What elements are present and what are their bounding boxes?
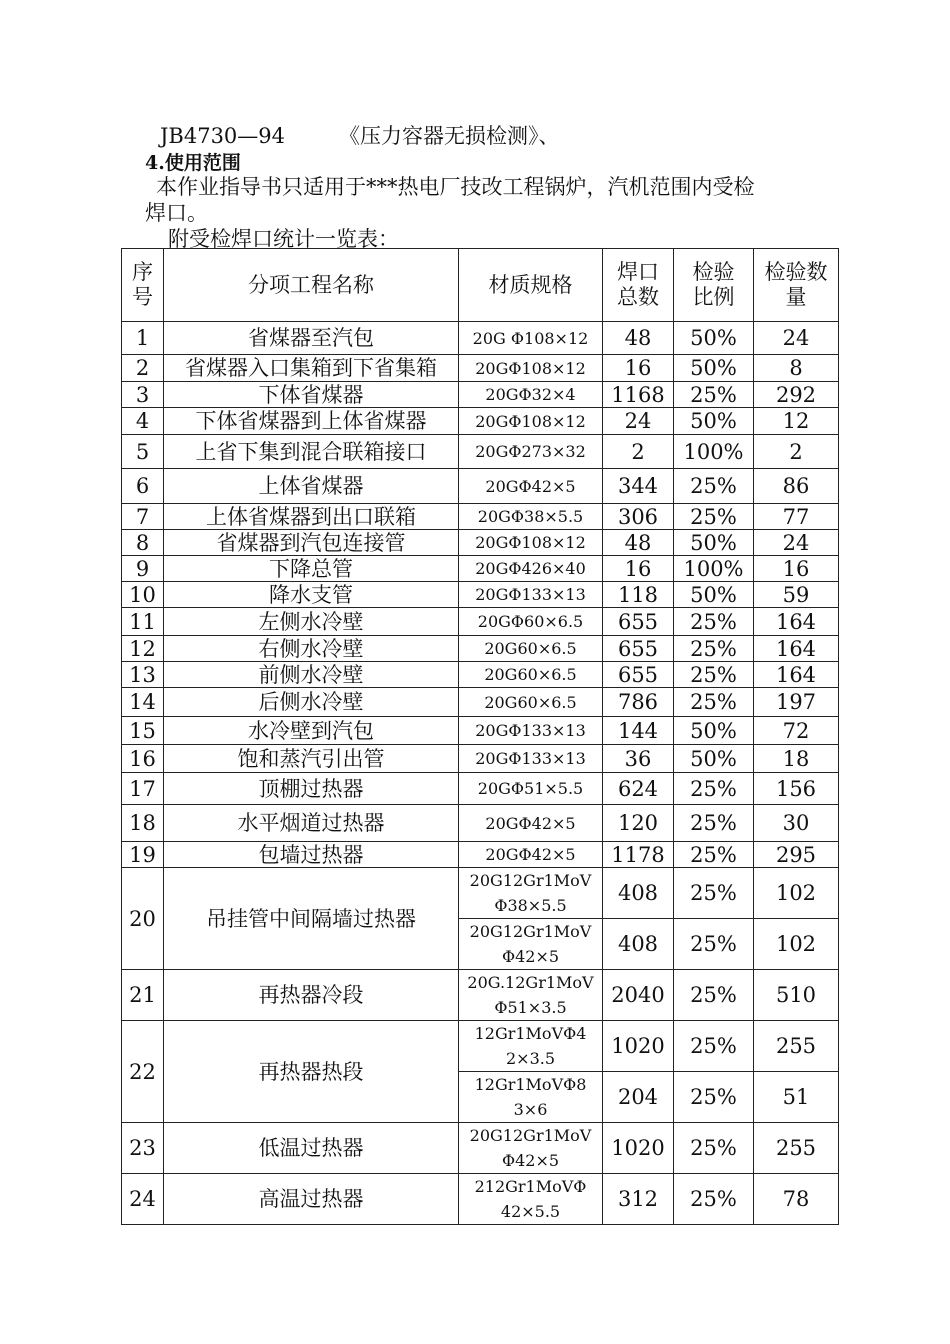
cell-welds: 1020: [603, 1123, 674, 1174]
cell-spec: 212Gr1MoVΦ 42×5.5: [459, 1174, 603, 1225]
standard-reference: [160, 124, 560, 148]
cell-ratio: 25%: [674, 662, 754, 688]
cell-welds: 624: [603, 773, 674, 805]
cell-spec: 20G60×6.5: [459, 636, 603, 662]
cell-welds: 204: [603, 1072, 674, 1123]
paragraph-line: 焊口。: [145, 201, 208, 225]
cell-name: 上体省煤器到出口联箱: [164, 504, 459, 530]
cell-qty: 24: [754, 322, 839, 355]
cell-spec: 12Gr1MoVΦ8 3×6: [459, 1072, 603, 1123]
cell-no: 21: [122, 970, 164, 1021]
cell-no: 5: [122, 435, 164, 469]
table-row: [122, 1174, 839, 1225]
table-row: [122, 382, 839, 408]
cell-qty: 18: [754, 745, 839, 773]
cell-welds: 786: [603, 688, 674, 717]
cell-ratio: 100%: [674, 435, 754, 469]
table-row: [122, 717, 839, 745]
standard-code: JB4730—94: [160, 124, 286, 148]
cell-qty: 255: [754, 1021, 839, 1072]
cell-spec: 20GΦ60×6.5: [459, 608, 603, 636]
table-row: [122, 805, 839, 842]
header-no: 序 号: [122, 249, 164, 322]
table-row: [122, 556, 839, 582]
cell-welds: 408: [603, 919, 674, 970]
cell-qty: 164: [754, 662, 839, 688]
cell-spec: 20G12Gr1MoV Φ42×5: [459, 919, 603, 970]
cell-qty: 156: [754, 773, 839, 805]
cell-welds: 36: [603, 745, 674, 773]
table-row: [122, 582, 839, 608]
table-row: [122, 688, 839, 717]
cell-ratio: 25%: [674, 842, 754, 868]
table-row: [122, 1123, 839, 1174]
cell-name: 左侧水冷壁: [164, 608, 459, 636]
table-row: [122, 469, 839, 504]
cell-welds: 408: [603, 868, 674, 919]
cell-ratio: 25%: [674, 1072, 754, 1123]
cell-name: 上体省煤器: [164, 469, 459, 504]
cell-ratio: 25%: [674, 469, 754, 504]
cell-name: 降水支管: [164, 582, 459, 608]
table-row: [122, 608, 839, 636]
cell-welds: 120: [603, 805, 674, 842]
table-row: [122, 355, 839, 382]
cell-spec: 20G60×6.5: [459, 688, 603, 717]
header-welds: 焊口 总数: [603, 249, 674, 322]
cell-name: 高温过热器: [164, 1174, 459, 1225]
cell-name: 顶棚过热器: [164, 773, 459, 805]
cell-qty: 510: [754, 970, 839, 1021]
cell-no: 7: [122, 504, 164, 530]
standard-title: 《压力容器无损检测》、: [339, 124, 560, 148]
cell-ratio: 50%: [674, 745, 754, 773]
cell-no: 12: [122, 636, 164, 662]
cell-qty: 102: [754, 919, 839, 970]
cell-welds: 16: [603, 556, 674, 582]
cell-spec: 20G Φ108×12: [459, 322, 603, 355]
cell-qty: 102: [754, 868, 839, 919]
table-row: [122, 636, 839, 662]
cell-spec: 20GΦ133×13: [459, 717, 603, 745]
cell-qty: 59: [754, 582, 839, 608]
cell-spec: 20GΦ108×12: [459, 408, 603, 435]
cell-spec: 20G12Gr1MoV Φ42×5: [459, 1123, 603, 1174]
cell-name: 包墙过热器: [164, 842, 459, 868]
header-name: 分项工程名称: [164, 249, 459, 322]
cell-spec: 20GΦ42×5: [459, 842, 603, 868]
cell-no: 24: [122, 1174, 164, 1225]
table-row: [122, 773, 839, 805]
cell-qty: 292: [754, 382, 839, 408]
cell-spec: 20GΦ32×4: [459, 382, 603, 408]
cell-no: 22: [122, 1021, 164, 1123]
cell-no: 15: [122, 717, 164, 745]
cell-no: 11: [122, 608, 164, 636]
cell-no: 1: [122, 322, 164, 355]
table-row: [122, 970, 839, 1021]
cell-welds: 48: [603, 530, 674, 556]
cell-welds: 312: [603, 1174, 674, 1225]
cell-ratio: 25%: [674, 1021, 754, 1072]
cell-welds: 1168: [603, 382, 674, 408]
cell-no: 8: [122, 530, 164, 556]
cell-no: 18: [122, 805, 164, 842]
cell-ratio: 25%: [674, 773, 754, 805]
cell-qty: 164: [754, 608, 839, 636]
cell-qty: 30: [754, 805, 839, 842]
cell-ratio: 25%: [674, 868, 754, 919]
table-row: [122, 408, 839, 435]
cell-welds: 144: [603, 717, 674, 745]
cell-qty: 16: [754, 556, 839, 582]
cell-no: 13: [122, 662, 164, 688]
cell-spec: 20GΦ133×13: [459, 745, 603, 773]
cell-ratio: 100%: [674, 556, 754, 582]
cell-name: 省煤器至汽包: [164, 322, 459, 355]
cell-no: 3: [122, 382, 164, 408]
cell-ratio: 25%: [674, 970, 754, 1021]
cell-ratio: 50%: [674, 530, 754, 556]
cell-name: 再热器冷段: [164, 970, 459, 1021]
weld-inspection-table: [121, 248, 839, 1225]
cell-name: 下体省煤器: [164, 382, 459, 408]
table-row: [122, 504, 839, 530]
cell-qty: 86: [754, 469, 839, 504]
header-qty: 检验数 量: [754, 249, 839, 322]
cell-spec: 20GΦ38×5.5: [459, 504, 603, 530]
cell-name: 上省下集到混合联箱接口: [164, 435, 459, 469]
cell-spec: 20GΦ108×12: [459, 530, 603, 556]
cell-name: 饱和蒸汽引出管: [164, 745, 459, 773]
table-row: [122, 842, 839, 868]
cell-welds: 655: [603, 608, 674, 636]
cell-spec: 20G.12Gr1MoV Φ51×3.5: [459, 970, 603, 1021]
cell-ratio: 25%: [674, 919, 754, 970]
cell-ratio: 50%: [674, 355, 754, 382]
cell-welds: 655: [603, 636, 674, 662]
table-row: [122, 868, 839, 919]
cell-qty: 78: [754, 1174, 839, 1225]
table-header-row: [122, 249, 839, 322]
cell-no: 20: [122, 868, 164, 970]
cell-no: 19: [122, 842, 164, 868]
cell-qty: 2: [754, 435, 839, 469]
cell-no: 4: [122, 408, 164, 435]
cell-name: 吊挂管中间隔墙过热器: [164, 868, 459, 970]
cell-no: 6: [122, 469, 164, 504]
header-spec: 材质规格: [459, 249, 603, 322]
cell-spec: 20GΦ108×12: [459, 355, 603, 382]
cell-no: 2: [122, 355, 164, 382]
paragraph-line: 本作业指导书只适用于***热电厂技改工程锅炉，汽机范围内受检: [156, 175, 755, 199]
cell-qty: 72: [754, 717, 839, 745]
cell-qty: 77: [754, 504, 839, 530]
cell-welds: 344: [603, 469, 674, 504]
cell-qty: 295: [754, 842, 839, 868]
cell-qty: 12: [754, 408, 839, 435]
cell-spec: 20GΦ51×5.5: [459, 773, 603, 805]
cell-name: 省煤器入口集箱到下省集箱: [164, 355, 459, 382]
cell-welds: 16: [603, 355, 674, 382]
cell-name: 省煤器到汽包连接管: [164, 530, 459, 556]
cell-welds: 306: [603, 504, 674, 530]
cell-ratio: 50%: [674, 717, 754, 745]
cell-name: 右侧水冷壁: [164, 636, 459, 662]
cell-spec: 20G12Gr1MoV Φ38×5.5: [459, 868, 603, 919]
cell-spec: 20GΦ42×5: [459, 469, 603, 504]
cell-ratio: 25%: [674, 688, 754, 717]
cell-qty: 164: [754, 636, 839, 662]
table-row: [122, 435, 839, 469]
table-row: [122, 745, 839, 773]
cell-ratio: 25%: [674, 382, 754, 408]
cell-ratio: 50%: [674, 408, 754, 435]
table-intro: 附受检焊口统计一览表：: [168, 227, 399, 251]
table-row: [122, 530, 839, 556]
cell-no: 9: [122, 556, 164, 582]
cell-qty: 51: [754, 1072, 839, 1123]
cell-name: 后侧水冷壁: [164, 688, 459, 717]
cell-ratio: 25%: [674, 636, 754, 662]
cell-name: 水冷壁到汽包: [164, 717, 459, 745]
cell-ratio: 25%: [674, 608, 754, 636]
cell-qty: 8: [754, 355, 839, 382]
cell-welds: 24: [603, 408, 674, 435]
cell-welds: 48: [603, 322, 674, 355]
cell-spec: 20GΦ273×32: [459, 435, 603, 469]
cell-name: 前侧水冷壁: [164, 662, 459, 688]
cell-welds: 2: [603, 435, 674, 469]
cell-ratio: 50%: [674, 582, 754, 608]
cell-welds: 118: [603, 582, 674, 608]
cell-name: 下体省煤器到上体省煤器: [164, 408, 459, 435]
cell-no: 17: [122, 773, 164, 805]
cell-ratio: 25%: [674, 805, 754, 842]
cell-spec: 20GΦ42×5: [459, 805, 603, 842]
cell-welds: 2040: [603, 970, 674, 1021]
cell-welds: 1020: [603, 1021, 674, 1072]
cell-name: 再热器热段: [164, 1021, 459, 1123]
cell-ratio: 25%: [674, 504, 754, 530]
cell-ratio: 25%: [674, 1174, 754, 1225]
cell-ratio: 50%: [674, 322, 754, 355]
cell-spec: 20G60×6.5: [459, 662, 603, 688]
cell-no: 23: [122, 1123, 164, 1174]
cell-name: 下降总管: [164, 556, 459, 582]
cell-qty: 24: [754, 530, 839, 556]
table-row: [122, 1021, 839, 1072]
cell-welds: 655: [603, 662, 674, 688]
cell-spec: 20GΦ133×13: [459, 582, 603, 608]
cell-no: 10: [122, 582, 164, 608]
cell-no: 14: [122, 688, 164, 717]
cell-welds: 1178: [603, 842, 674, 868]
section-heading: 4.使用范围: [145, 152, 241, 174]
cell-spec: 12Gr1MoVΦ4 2×3.5: [459, 1021, 603, 1072]
table-row: [122, 662, 839, 688]
cell-qty: 197: [754, 688, 839, 717]
cell-ratio: 25%: [674, 1123, 754, 1174]
cell-no: 16: [122, 745, 164, 773]
cell-name: 低温过热器: [164, 1123, 459, 1174]
cell-spec: 20GΦ426×40: [459, 556, 603, 582]
header-ratio: 检验 比例: [674, 249, 754, 322]
cell-qty: 255: [754, 1123, 839, 1174]
cell-name: 水平烟道过热器: [164, 805, 459, 842]
table-row: [122, 322, 839, 355]
